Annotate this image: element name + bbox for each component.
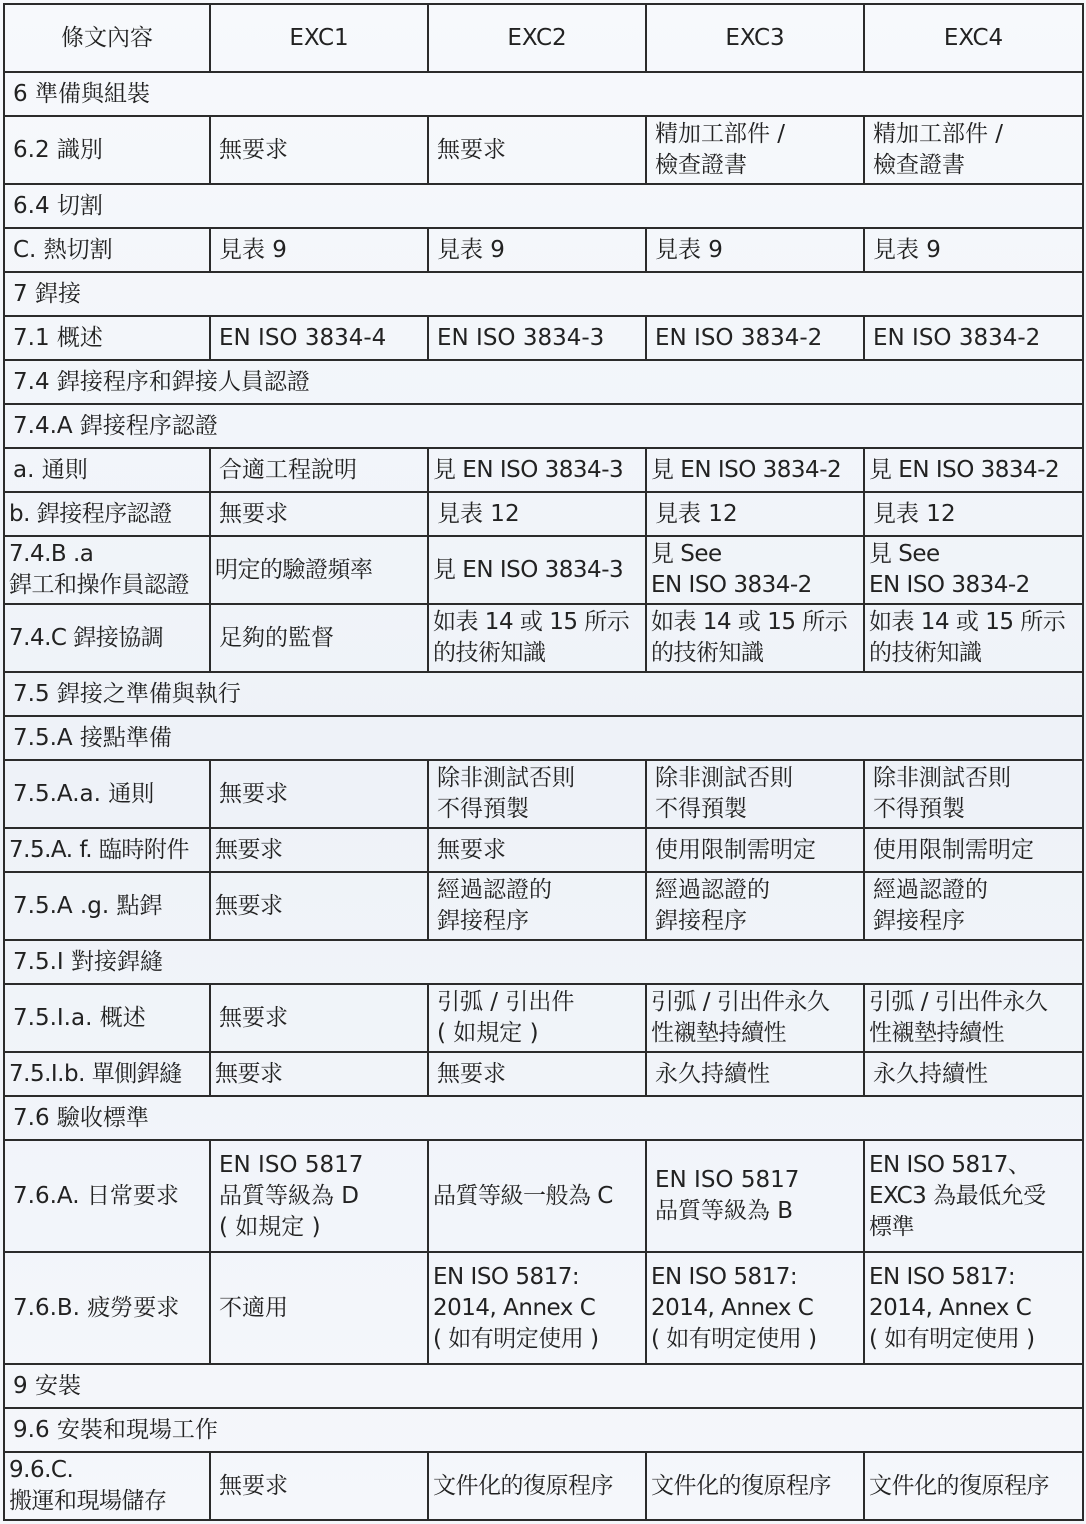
clause-cell: 7.5.A.a. 通則 [4,760,210,828]
exc1-cell: 無要求 [210,1052,428,1096]
exc2-cell: 品質等級一般為 C [428,1140,646,1252]
section-label: 7.5.A 接點準備 [4,716,1083,760]
exc1-cell: 足夠的監督 [210,604,428,672]
table-row [4,1052,1083,1096]
exc4-cell: 引弧 / 引出件永久 性襯墊持續性 [864,984,1083,1052]
exc4-cell: 除非測試否則 不得預製 [864,760,1083,828]
exc4-cell: 如表 14 或 15 所示 的技術知識 [864,604,1083,672]
exc4-cell: EN ISO 5817、 EXC3 為最低允受 標準 [864,1140,1083,1252]
table-row [4,984,1083,1052]
section-row [4,1408,1083,1452]
exc3-cell: 精加工部件 / 檢查證書 [646,116,864,184]
clause-cell: 7.6.B. 疲勞要求 [4,1252,210,1364]
section-label: 7.5 銲接之準備與執行 [4,672,1083,716]
exc2-cell: 見 EN ISO 3834-3 [428,448,646,492]
exc3-cell: 見表 9 [646,228,864,272]
exc1-cell: 不適用 [210,1252,428,1364]
clause-cell: 7.6.A. 日常要求 [4,1140,210,1252]
section-label: 7.4.A 銲接程序認證 [4,404,1083,448]
table-row [4,316,1083,360]
section-row [4,940,1083,984]
clause-cell: 7.5.I.b. 單側銲縫 [4,1052,210,1096]
exc4-cell: 經過認證的 銲接程序 [864,872,1083,940]
exc3-cell: 永久持續性 [646,1052,864,1096]
exc1-cell: 無要求 [210,760,428,828]
exc1-cell: 無要求 [210,116,428,184]
exc2-cell: 無要求 [428,828,646,872]
section-row [4,672,1083,716]
section-label: 6.4 切割 [4,184,1083,228]
clause-cell: 6.2 識別 [4,116,210,184]
section-row [4,360,1083,404]
exc2-cell: 經過認證的 銲接程序 [428,872,646,940]
header-exc2: EXC2 [428,4,646,72]
exc3-cell: 見 EN ISO 3834-2 [646,448,864,492]
exc1-cell: 無要求 [210,1452,428,1520]
exc2-cell: 見 EN ISO 3834-3 [428,536,646,604]
clause-cell: a. 通則 [4,448,210,492]
exc2-cell: EN ISO 3834-3 [428,316,646,360]
exc4-cell: 見 EN ISO 3834-2 [864,448,1083,492]
exc4-cell: EN ISO 5817: 2014, Annex C ( 如有明定使用 ) [864,1252,1083,1364]
exc3-cell: EN ISO 3834-2 [646,316,864,360]
section-label: 9 安裝 [4,1364,1083,1408]
clause-cell: 7.5.A. f. 臨時附件 [4,828,210,872]
exc2-cell: 文件化的復原程序 [428,1452,646,1520]
exc2-cell: 無要求 [428,1052,646,1096]
exc2-cell: 無要求 [428,116,646,184]
exc3-cell: 經過認證的 銲接程序 [646,872,864,940]
exc3-cell: 除非測試否則 不得預製 [646,760,864,828]
header-exc3: EXC3 [646,4,864,72]
table-row [4,116,1083,184]
header-row [4,4,1083,72]
exc4-cell: 見表 12 [864,492,1083,536]
exc2-cell: 見表 12 [428,492,646,536]
exc3-cell: EN ISO 5817 品質等級為 B [646,1140,864,1252]
exc3-cell: EN ISO 5817: 2014, Annex C ( 如有明定使用 ) [646,1252,864,1364]
section-row [4,272,1083,316]
exc3-cell: 見表 12 [646,492,864,536]
section-label: 7 銲接 [4,272,1083,316]
exc3-cell: 文件化的復原程序 [646,1452,864,1520]
section-row [4,404,1083,448]
clause-cell: 7.5.I.a. 概述 [4,984,210,1052]
exc4-cell: 見 See EN ISO 3834-2 [864,536,1083,604]
table-row [4,828,1083,872]
section-label: 7.5.I 對接銲縫 [4,940,1083,984]
exc2-cell: 除非測試否則 不得預製 [428,760,646,828]
requirements-table [3,3,1084,1521]
table-row [4,536,1083,604]
exc1-cell: 無要求 [210,984,428,1052]
table-row [4,448,1083,492]
exc1-cell: 合適工程說明 [210,448,428,492]
section-label: 6 準備與組裝 [4,72,1083,116]
table-row [4,228,1083,272]
clause-cell: 9.6.C. 搬運和現場儲存 [4,1452,210,1520]
exc3-cell: 使用限制需明定 [646,828,864,872]
exc2-cell: 引弧 / 引出件 ( 如規定 ) [428,984,646,1052]
exc2-cell: 見表 9 [428,228,646,272]
exc4-cell: 永久持續性 [864,1052,1083,1096]
table-row [4,1140,1083,1252]
clause-cell: 7.4.B .a 銲工和操作員認證 [4,536,210,604]
exc4-cell: EN ISO 3834-2 [864,316,1083,360]
exc3-cell: 如表 14 或 15 所示 的技術知識 [646,604,864,672]
exc3-cell: 引弧 / 引出件永久 性襯墊持續性 [646,984,864,1052]
header-exc1: EXC1 [210,4,428,72]
section-row [4,1364,1083,1408]
exc4-cell: 見表 9 [864,228,1083,272]
exc2-cell: EN ISO 5817: 2014, Annex C ( 如有明定使用 ) [428,1252,646,1364]
section-row [4,72,1083,116]
exc1-cell: 明定的驗證頻率 [210,536,428,604]
table-row [4,1252,1083,1364]
clause-cell: 7.4.C 銲接協調 [4,604,210,672]
exc4-cell: 使用限制需明定 [864,828,1083,872]
exc4-cell: 文件化的復原程序 [864,1452,1083,1520]
exc1-cell: 見表 9 [210,228,428,272]
table-row [4,872,1083,940]
exc1-cell: EN ISO 3834-4 [210,316,428,360]
table-row [4,1452,1083,1520]
exc1-cell: 無要求 [210,828,428,872]
clause-cell: b. 銲接程序認證 [4,492,210,536]
clause-cell: C. 熱切割 [4,228,210,272]
section-label: 7.6 驗收標準 [4,1096,1083,1140]
exc1-cell: 無要求 [210,872,428,940]
header-clause: 條文內容 [4,4,210,72]
clause-cell: 7.5.A .g. 點銲 [4,872,210,940]
exc1-cell: EN ISO 5817 品質等級為 D ( 如規定 ) [210,1140,428,1252]
section-row [4,184,1083,228]
header-exc4: EXC4 [864,4,1083,72]
section-label: 9.6 安裝和現場工作 [4,1408,1083,1452]
section-row [4,1096,1083,1140]
table-row [4,604,1083,672]
exc1-cell: 無要求 [210,492,428,536]
section-row [4,716,1083,760]
exc4-cell: 精加工部件 / 檢查證書 [864,116,1083,184]
table-row [4,492,1083,536]
exc2-cell: 如表 14 或 15 所示 的技術知識 [428,604,646,672]
table-row [4,760,1083,828]
clause-cell: 7.1 概述 [4,316,210,360]
exc3-cell: 見 See EN ISO 3834-2 [646,536,864,604]
section-label: 7.4 銲接程序和銲接人員認證 [4,360,1083,404]
